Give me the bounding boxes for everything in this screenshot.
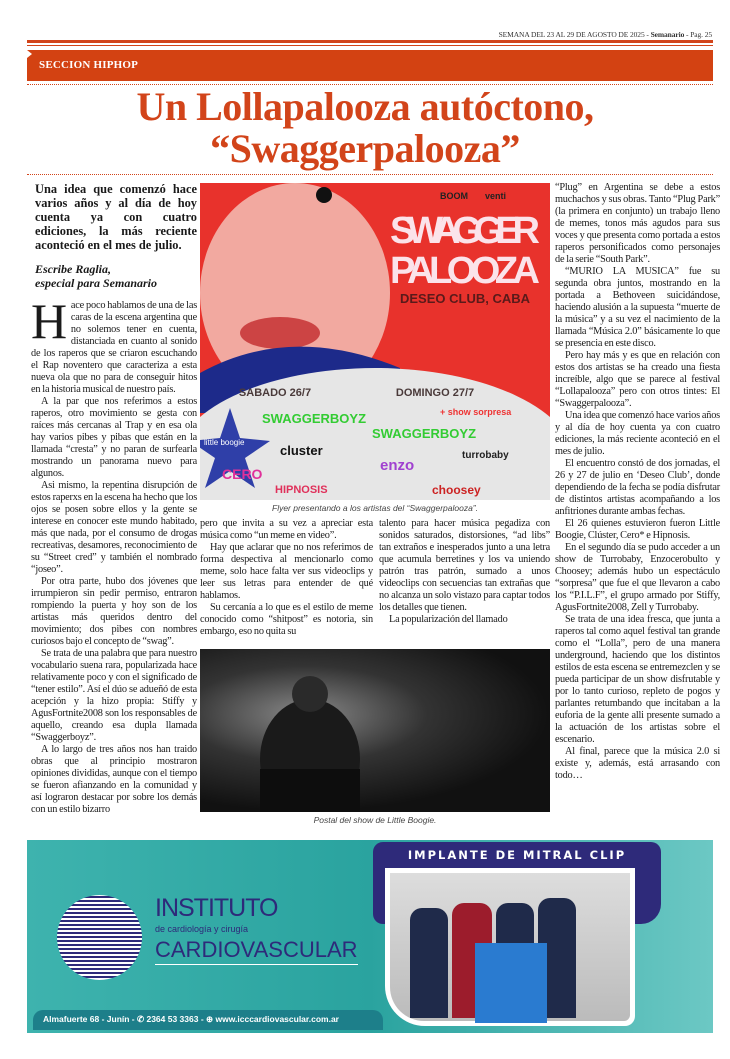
byline-author: Escribe Raglia, (35, 262, 112, 276)
issue-date: SEMANA DEL 23 AL 29 DE AGOSTO DE 2025 - (498, 30, 651, 39)
ad-name: INSTITUTO (155, 894, 278, 922)
paragraph: Pero hay más y es que en relación con estos dos artistas se ha creado una fiesta increíble, algo que se parece al festival “Lollapalooza” pero con otros tintes: El “Swaggerpalooza”. (555, 350, 720, 409)
page-number: - Pag. 25 (684, 30, 712, 39)
institute-logo (57, 895, 142, 980)
rule (27, 40, 713, 43)
lead: Una idea que comenzó hace varios años y al día de hoy cuenta ya con cuatro ediciones, la más reciente aconteció en el mes de julio. (35, 182, 197, 252)
rule (27, 45, 713, 46)
advertisement[interactable] (27, 840, 713, 1033)
headline (0, 86, 730, 170)
photo-caption: Postal del show de Little Boogie. (313, 815, 437, 825)
flyer-artist: HIPNOSIS (275, 484, 328, 496)
section-band (27, 50, 713, 81)
headline-line: Un Lollapalooza autóctono, (136, 84, 594, 129)
paragraph: La popularización del llamado (389, 614, 508, 625)
paragraph: Al final, parece que la música 2.0 si existe y, además, está arrasando con todo… (555, 746, 720, 781)
flyer-day: DOMINGO 27/7 (395, 387, 475, 399)
paragraph: Por otra parte, hubo dos jóvenes que irrumpieron sin pedir permiso, entraron rompiendo la puerta y hoy son de los artistas más queridos dentro del movimiento; dos pibes con nombres curiosos bajo el concepto de “swag”. (31, 576, 197, 647)
flyer-artist: little boogie (204, 438, 245, 447)
ad-name: CARDIOVASCULAR (155, 937, 358, 965)
column-2 (200, 518, 373, 638)
paragraph: Asi mismo, la repentina disrupción de estos raperxs en la escena ha hecho que los ojos se posen sobre ellos y la gente se interese en conocer este mundo habitado, más que nada, por el consumo de drogas recreativas, desamores, reconocimiento de su “Street cred” y también el nombrado “joseo”. (31, 480, 197, 575)
paragraph: El encuentro constó de dos jornadas, el 26 y 27 de julio en ‘Deseo Club’, donde dependiendo de la fecha se podía disfrutar de distintos artistas acompañando a los anfitriones durante ambas fechas. (555, 458, 720, 517)
paragraph: talento para hacer música pegadiza con sonidos saturados, distorsiones, “ad libs” tan extraños e inesperados junto a una letra que acumula berretines y los va uniendo patrón tras patrón, sumado a unos videoclips con secuencias tan extrañas que no alcanza un solo vistazo para captar todos los detalles que tienen. (379, 518, 550, 613)
flyer-caption: Flyer presentando a los artistas del “Swaggerpalooza”. (272, 503, 478, 513)
sponsor-logo: venti (485, 191, 507, 201)
concert-photo (200, 649, 550, 812)
paragraph: Su cercanía a lo que es el estilo de meme conocido como “shitpost” es notoria, sin embargo, eso no quita su (200, 602, 373, 637)
column-3 (379, 518, 550, 626)
paragraph: A la par que nos referimos a estos raperos, otro movimiento se gesta con raíces más cercanas al Trap y en esa ola hay varios pibes y pibas que están en la llamada “cresta” y no paran de surfearla mostrando un panorama nuevo para algunos. (31, 396, 197, 479)
byline-role: especial para Semanario (35, 276, 157, 290)
flyer-artist: cluster (280, 443, 323, 458)
headline-line: “Swaggerpalooza” (210, 126, 520, 171)
paragraph-text: ace poco hablamos de una de las caras de la escena argentina que no solemos tener en cuenta, distanciada en cuanto al sonido de los raperos que se criaron escuchando el Rap noventero que caracteriza a esta nueva ola que no para de conseguir hitos en la historia musical de nuestro país. (31, 300, 197, 395)
flyer-image (200, 183, 550, 500)
flyer-artist: CERO (222, 466, 263, 482)
paragraph: Una idea que comenzó hace varios años y al día de hoy cuenta ya con cuatro ediciones, la más reciente aconteció en el mes de julio. (555, 410, 720, 457)
paragraph: “Plug” en Argentina se debe a estos muchachos y sus obras. Tanto “Plug Park” (la primera en conjunto) un trabajo lleno de memes, tonos más agudos para sus voces y que presenta como portada a estos raperos personificados como personajes de la serie “South Park”. (555, 182, 720, 265)
divider (27, 174, 713, 175)
sponsor-logo: BOOM (440, 191, 468, 201)
flyer-title: PALOOZA (390, 250, 540, 292)
flyer-artist: + show sorpresa (440, 407, 512, 417)
paragraph: En el segundo día se pudo acceder a un show de Turrobaby, Enzocerobulto y Choosey; además hubo un espectáculo “sorpresa” que fue el que llevaron a cabo los “P.I.L.F”, el grupo armado por Stiffy, AgusFortnite2008, Zell y Turrobaby. (555, 542, 720, 613)
flyer-day: SABADO 26/7 (238, 387, 312, 399)
paragraph: Se trata de una palabra que para nuestro vocabulario suena rara, popularizada hace relativamente poco y con el significado de “tener estilo”. Así el dúo se adueñó de esta acepción y la hizo propia: Stiffy y AgusFortnite2008 son los responsables de aquello, creando esa dupla llamada “Swaggerboyz”. (31, 648, 197, 743)
flyer-artist: enzo (380, 457, 415, 474)
drop-cap: H (31, 293, 67, 349)
flyer-title: SWAGGER (390, 210, 540, 252)
flyer-venue: DESEO CLUB, CABA (399, 291, 531, 306)
flyer-artist: turrobaby (462, 450, 509, 461)
issue-header (499, 30, 712, 39)
paragraph: “MURIO LA MUSICA” fue su segunda obra juntos, mostrando en la portada a Bethoveen suicidándose, haciendo alusión a la supuesta “muerte de la música” y a su vez el nacimiento de la llamada “Música 2.0” básicamente lo que se presencia en este disco. (555, 266, 720, 349)
paper-name: Semanario (650, 30, 685, 39)
section-title: SECCION HIPHOP (39, 59, 139, 71)
ad-banner: IMPLANTE DE MITRAL CLIP (407, 848, 627, 862)
column-4 (555, 182, 720, 782)
paragraph (31, 293, 197, 396)
ad-contact[interactable]: Almafuerte 68 - Junín - ✆ 2364 53 3363 - ⊕ www.icccardiovascular.com.ar (33, 1010, 383, 1030)
ad-subtitle: de cardiología y cirugía (155, 924, 249, 934)
ad-photo (385, 868, 635, 1026)
paragraph: pero que invita a su vez a apreciar esta música como “un meme en video”. (200, 518, 373, 541)
paragraph: A lo largo de tres años nos han traido obras que al principio mostraron opiniones divididas, aunque con el tiempo se fueron afianzando en la comunidad y así lograron destacar por sobre los demás con un estilo bizarro (31, 744, 197, 815)
paragraph: Hay que aclarar que no nos referimos de forma despectiva al mencionarlo como meme, solo hace falta ver sus videoclips y leer sus letras para entender de qué hablamos. (200, 542, 373, 601)
byline (35, 262, 197, 290)
column-1 (31, 182, 197, 816)
paragraph: Se trata de una idea fresca, que junta a raperos tal como aquel festival tan grande como el “Lolla”, pero de una manera underground, haciendo que los distintos estilos de esta escena se entremezclen y se pueda participar de un show disfrutable y por lo tanto curioso, repleto de pogos y parlantes retumbando que incitaban a la euforia de la gente alli presente sumado a la actuación de los artistas sobre el escenario. (555, 614, 720, 745)
flyer-artist: choosey (432, 483, 481, 497)
flyer-artist: SWAGGERBOYZ (262, 411, 367, 426)
paragraph: El 26 quienes estuvieron fueron Little Boogie, Clúster, Cero* e Hipnosis. (555, 518, 720, 541)
flyer-artist: SWAGGERBOYZ (372, 426, 477, 441)
